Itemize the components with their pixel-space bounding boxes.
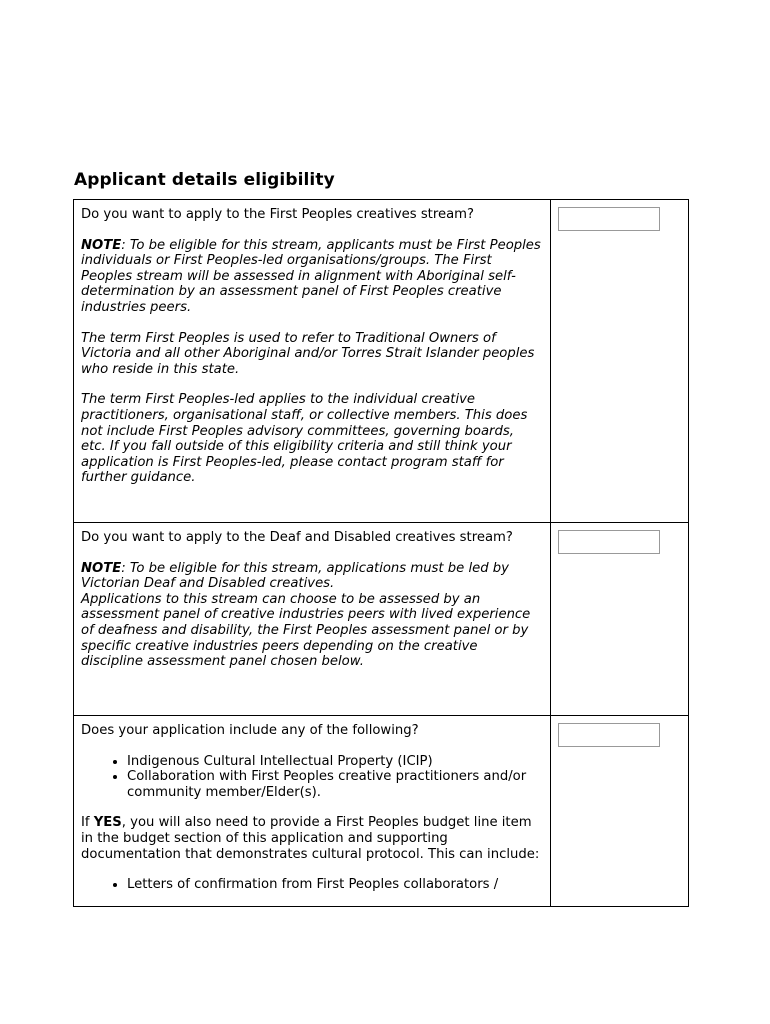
note-text: : To be eligible for this stream, applications must be led by Victorian Deaf and Disabled creatives. [81,560,509,592]
note-label: NOTE [81,560,122,576]
note-paragraph [81,561,542,592]
question-text: Do you want to apply to the Deaf and Disabled creatives stream? [81,530,513,545]
definition-paragraph: The term First Peoples-led applies to the individual creative practitioners, organisational staff, or collective members. This does not include First Peoples advisory committees, governing boards, etc. If you fall outside of this eligibility criteria and still think your application is First Peoples-led, please contact program staff for further guidance. [81,392,528,486]
deaf-disabled-stream-answer[interactable] [558,530,660,554]
list-item: • Indigenous Cultural Intellectual Property (ICIP) [127,754,542,770]
table-row [74,716,689,907]
answer-cell [551,523,689,716]
note-label: NOTE [81,237,122,253]
if-yes-paragraph [81,815,542,862]
table-row [74,200,689,523]
yes-label: YES [93,815,122,831]
list-item: • Collaboration with First Peoples creative practitioners and/or community member/Elder(s). [127,769,542,800]
answer-cell [551,716,689,907]
answer-cell [551,200,689,523]
section-title: Applicant details eligibility [74,170,335,190]
first-peoples-stream-answer[interactable] [558,207,660,231]
question-cell [74,523,551,716]
bullet-list [81,877,542,893]
icip-answer[interactable] [558,723,660,747]
bullet-list [81,754,542,801]
if-text: , you will also need to provide a First Peoples budget line item in the budget section of this application and supporting documentation that demonstrates cultural protocol. This can include: [81,815,540,862]
question-text: Do you want to apply to the First Peoples creatives stream? [81,207,475,222]
definition-paragraph: The term First Peoples is used to refer to Traditional Owners of Victoria and all other Aboriginal and/or Torres Strait Islander peoples who reside in this state. [81,330,535,377]
question-text: Does your application include any of the following? [81,723,419,738]
question-cell [74,716,551,907]
question-cell [74,200,551,523]
note-text: : To be eligible for this stream, applicants must be First Peoples individuals or First Peoples-led organisations/groups. The First Peoples stream will be assessed in alignment with Aboriginal self-determination by an assessment panel of First Peoples creative industries peers. [81,237,541,315]
table-row [74,523,689,716]
note-paragraph [81,238,542,316]
definition-paragraph: Applications to this stream can choose to be assessed by an assessment panel of creative industries peers with lived experience of deafness and disability, the First Peoples assessment panel or by specific creative industries peers depending on the creative discipline assessment panel chosen below. [81,591,531,670]
list-item: • Letters of confirmation from First Peoples collaborators / [127,877,542,893]
if-prefix: If [81,815,94,831]
eligibility-table [73,199,689,907]
